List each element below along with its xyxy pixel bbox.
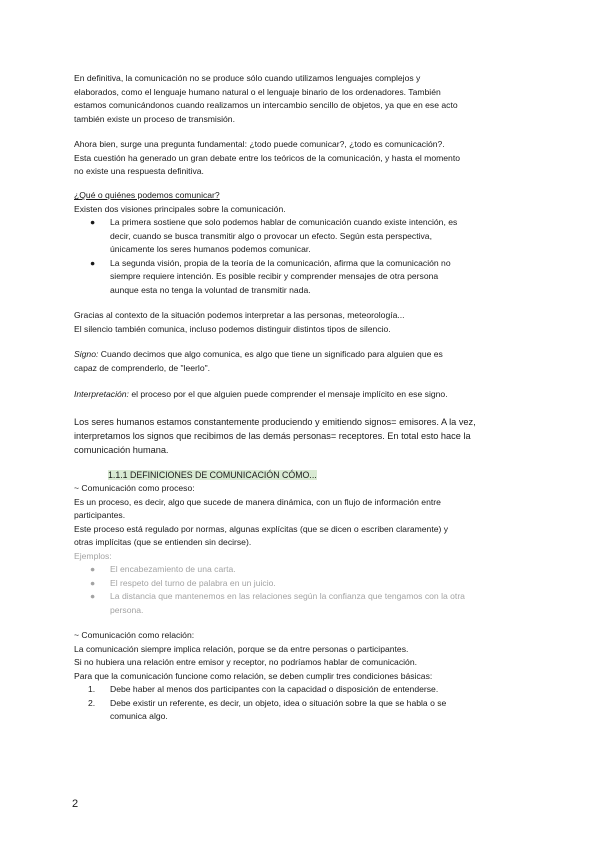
text-line: Los seres humanos estamos constantemente produciendo y emitiendo signos= emisores. A la vez, [74, 417, 476, 427]
section-who-communicates [74, 189, 526, 216]
examples-list [74, 563, 526, 617]
text-line: no existe una respuesta definitiva. [74, 166, 204, 177]
definition-text: Cuando decimos que algo comunica, es algo que tiene un significado para alguien que es [98, 349, 443, 359]
definition-interpretacion [74, 388, 526, 402]
text-line: comunicación humana. [74, 445, 169, 455]
definition-text: el proceso por el que alguien puede comprender el mensaje implícito en ese signo. [128, 389, 448, 399]
list-item [74, 216, 526, 257]
heading-text: 1.1.1 DEFINICIONES DE COMUNICACIÓN CÓMO... [108, 470, 317, 480]
list-item [74, 683, 526, 697]
text-line: estamos comunicándonos cuando realizamos un intercambio sencillo de objetos, ya que en ese acto [74, 100, 458, 111]
paragraph-signs [74, 415, 526, 457]
list-number: 2. [88, 697, 96, 708]
text-line: aunque esta no tenga la voluntad de transmitir nada. [110, 284, 311, 295]
text-line: El silencio también comunica, incluso podemos distinguir distintos tipos de silencio. [74, 323, 391, 334]
visions-list [74, 216, 526, 298]
text-line: La primera sostiene que solo podemos hablar de comunicación cuando existe intención, es [110, 217, 458, 227]
text-line: Ahora bien, surge una pregunta fundamental: ¿todo puede comunicar?, ¿todo es comunicación?. [74, 139, 445, 149]
paragraph-context [74, 309, 526, 336]
conditions-list [74, 683, 526, 724]
text-line: participantes. [74, 510, 126, 521]
text-line [74, 388, 526, 402]
text-line: El encabezamiento de una carta. [110, 564, 236, 574]
text-line: Para que la comunicación funcione como relación, se deben cumplir tres condiciones básicas: [74, 670, 433, 681]
text-line: En definitiva, la comunicación no se produce sólo cuando utilizamos lenguajes complejos y [74, 73, 421, 83]
text-line: elaborados, como el lenguaje humano natural o el lenguaje binario de los ordenadores. También [74, 86, 441, 97]
text-line: El respeto del turno de palabra en un juicio. [110, 577, 276, 588]
list-item [74, 590, 526, 617]
text-line: también existe un proceso de transmisión. [74, 113, 235, 124]
page-number: 2 [72, 798, 79, 810]
bullet-icon: ● [90, 217, 96, 227]
text-line: decir, cuando se busca transmitir algo o provocar un efecto. Según esta perspectiva, [110, 230, 432, 241]
term-label: Interpretación: [74, 389, 129, 399]
section-intro: Existen dos visiones principales sobre la comunicación. [74, 203, 286, 214]
text-line [74, 348, 526, 362]
text-line: La segunda visión, propia de la teoría de la comunicación, afirma que la comunicación no [110, 257, 451, 268]
text-line: capaz de comprenderlo, de "leerlo". [74, 362, 211, 373]
examples-label: Ejemplos: [74, 550, 112, 561]
text-line: persona. [110, 604, 144, 615]
text-line: siempre requiere intención. Es posible recibir y comprender mensajes de otra persona [110, 271, 439, 282]
paragraph-question [74, 138, 526, 179]
bullet-icon: ● [90, 591, 96, 602]
text-line: Si no hubiera una relación entre emisor y receptor, no podríamos hablar de comunicación. [74, 657, 417, 668]
text-line: La distancia que mantenemos en las relaciones según la confianza que tengamos con la otra [110, 591, 465, 602]
text-line: interpretamos los signos que recibimos de las demás personas= receptores. En total esto hace la [74, 431, 471, 441]
subsection-heading [108, 468, 317, 482]
text-line: Este proceso está regulado por normas, algunas explícitas (que se dicen o escriben claramente) y [74, 523, 449, 534]
text-line: Gracias al contexto de la situación podemos interpretar a las personas, meteorología... [74, 310, 405, 320]
list-item [74, 257, 526, 298]
section-process [74, 482, 526, 564]
text-line: únicamente los seres humanos podemos comunicar. [110, 244, 311, 255]
list-item [74, 697, 526, 724]
bullet-icon: ● [90, 257, 96, 268]
text-line: Es un proceso, es decir, algo que sucede de manera dinámica, con un flujo de información entre [74, 496, 441, 507]
list-item [74, 577, 526, 591]
paragraph-intro [74, 72, 526, 126]
text-line: otras implícitas (que se entienden sin decirse). [74, 537, 252, 548]
section-title: ~ Comunicación como relación: [74, 630, 195, 640]
definition-signo [74, 348, 526, 375]
text-line: La comunicación siempre implica relación, porque se da entre personas o participantes. [74, 643, 409, 654]
text-line: Debe haber al menos dos participantes con la capacidad o disposición de entenderse. [110, 684, 439, 694]
text-line: comunica algo. [110, 711, 168, 722]
bullet-icon: ● [90, 577, 96, 588]
text-line: Esta cuestión ha generado un gran debate entre los teóricos de la comunicación, y hasta el momento [74, 152, 461, 163]
bullet-icon: ● [90, 564, 96, 574]
text-line: Debe existir un referente, es decir, un objeto, idea o situación sobre la que se habla o se [110, 697, 447, 708]
section-relation [74, 629, 526, 683]
list-number: 1. [88, 684, 96, 694]
section-title: ~ Comunicación como proceso: [74, 483, 195, 493]
section-title: ¿Qué o quiénes podemos comunicar? [74, 190, 220, 200]
term-label: Signo: [74, 349, 99, 359]
list-item [74, 563, 526, 577]
